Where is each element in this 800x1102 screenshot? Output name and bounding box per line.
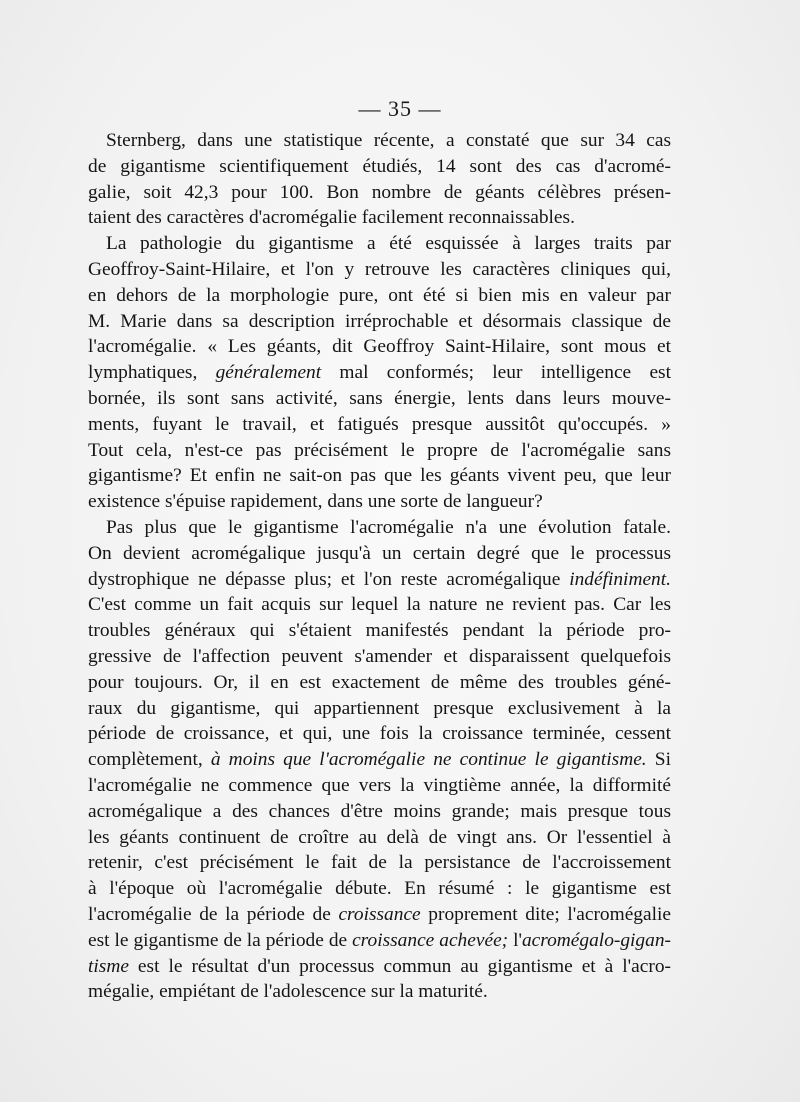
text-line [88,154,671,180]
text-segment: de gigantisme scientifiquement étudiés, 14 sont des cas d'acromé- [88,155,671,177]
text-line [88,128,671,154]
text-line [88,747,671,773]
text-line [88,541,671,567]
text-segment: mal conformés; leur intelligence est [321,362,671,384]
text-line [88,463,671,489]
paragraph [88,128,671,231]
text-line [88,489,671,515]
text-line [88,412,671,438]
text-line [88,773,671,799]
text-segment: troubles généraux qui s'étaient manifestés pendant la période pro- [88,620,671,642]
text-segment: mégalie, empiétant de l'adolescence sur la maturité. [88,981,488,1003]
text-line [88,386,671,412]
text-line [88,799,671,825]
text-segment: M. Marie dans sa description irréprochable et désormais classique de [88,310,671,332]
text-line [88,721,671,747]
text-segment: existence s'épuise rapidement, dans une sorte de langueur? [88,491,543,513]
text-line [88,257,671,283]
text-line [88,567,671,593]
text-line [88,360,671,386]
text-segment: complètement, [88,749,211,771]
text-line [88,180,671,206]
text-segment: l'acromégalie. « Les géants, dit Geoffroy Saint-Hilaire, sont mous et [88,336,671,358]
text-segment: à l'époque où l'acromégalie débute. En résumé : le gigantisme est [88,878,671,900]
text-line [88,644,671,670]
text-line [88,592,671,618]
text-line [88,309,671,335]
text-segment: l'acromégalie de la période de [88,903,339,925]
text-segment: l' [508,929,522,951]
italic-text: à moins que l'acromégalie ne continue le gigantisme. [210,749,647,771]
text-line [88,876,671,902]
text-segment: bornée, ils sont sans activité, sans énergie, lents dans leurs mouve- [88,387,671,409]
text-segment: gressive de l'affection peuvent s'amender et disparaissent quelquefois [88,645,671,667]
italic-text: croissance [338,903,421,925]
text-segment: dystrophique ne dépasse plus; et l'on reste acromégalique [88,568,570,590]
text-segment: gigantisme? Et enfin ne sait-on pas que les géants vivent peu, que leur [88,465,671,487]
text-segment: La pathologie du gigantisme a été esquissée à larges traits par [106,233,671,255]
text-segment: galie, soit 42,3 pour 100. Bon nombre de géants célèbres présen- [88,181,671,203]
italic-text: acromégalo-gigan- [521,929,671,951]
paragraph [88,515,671,1005]
text-segment: Pas plus que le gigantisme l'acromégalie n'a une évolution fatale. [106,516,671,538]
text-line [88,515,671,541]
text-body [88,128,671,1005]
text-line [88,438,671,464]
text-segment: retenir, c'est précisément le fait de la persistance de l'accroissement [88,852,671,874]
text-segment: Geoffroy-Saint-Hilaire, et l'on y retrouve les caractères cliniques qui, [88,258,671,280]
text-segment: proprement dite; l'acromégalie [420,903,671,925]
paragraph [88,231,671,515]
text-segment: acromégalique a des chances d'être moins grande; mais presque tous [88,800,671,822]
text-segment: On devient acromégalique jusqu'à un certain degré que le processus [88,542,671,564]
text-segment: C'est comme un fait acquis sur lequel la nature ne revient pas. Car les [88,594,671,616]
text-line [88,928,671,954]
text-line [88,670,671,696]
text-segment: Sternberg, dans une statistique récente, a constaté que sur 34 cas [106,130,671,151]
text-line [88,231,671,257]
text-line [88,696,671,722]
text-segment: ments, fuyant le travail, et fatigués presque aussitôt qu'occupés. » [88,413,671,435]
text-segment: les géants continuent de croître au delà de vingt ans. Or l'essentiel à [88,826,671,848]
text-line [88,825,671,851]
text-segment: taient des caractères d'acromégalie facilement reconnaissables. [88,207,575,229]
text-segment: l'acromégalie ne commence que vers la vingtième année, la difformité [88,774,671,796]
text-line [88,902,671,928]
text-line [88,979,671,1005]
italic-text: tisme [88,955,129,977]
text-line [88,618,671,644]
text-line [88,850,671,876]
text-segment: Si [646,749,671,771]
text-segment: lymphatiques, [88,362,216,384]
text-segment: est le gigantisme de la période de [88,929,353,951]
italic-text: indéfiniment. [569,568,671,590]
text-segment: raux du gigantisme, qui appartiennent presque exclusivement à la [88,697,671,719]
text-segment: pour toujours. Or, il en est exactement de même des troubles géné- [88,671,671,693]
text-segment: en dehors de la morphologie pure, ont été si bien mis en valeur par [88,284,671,306]
text-segment: période de croissance, et qui, une fois la croissance terminée, cessent [88,723,671,745]
text-segment: est le résultat d'un processus commun au gigantisme et à l'acro- [128,955,671,977]
italic-text: croissance achevée; [352,929,509,951]
text-line [88,954,671,980]
italic-text: généralement [215,362,322,384]
text-line [88,283,671,309]
text-segment: Tout cela, n'est-ce pas précisément le propre de l'acromégalie sans [88,439,671,461]
text-line [88,334,671,360]
text-line [88,205,671,231]
page-number: — 35 — [358,96,442,121]
